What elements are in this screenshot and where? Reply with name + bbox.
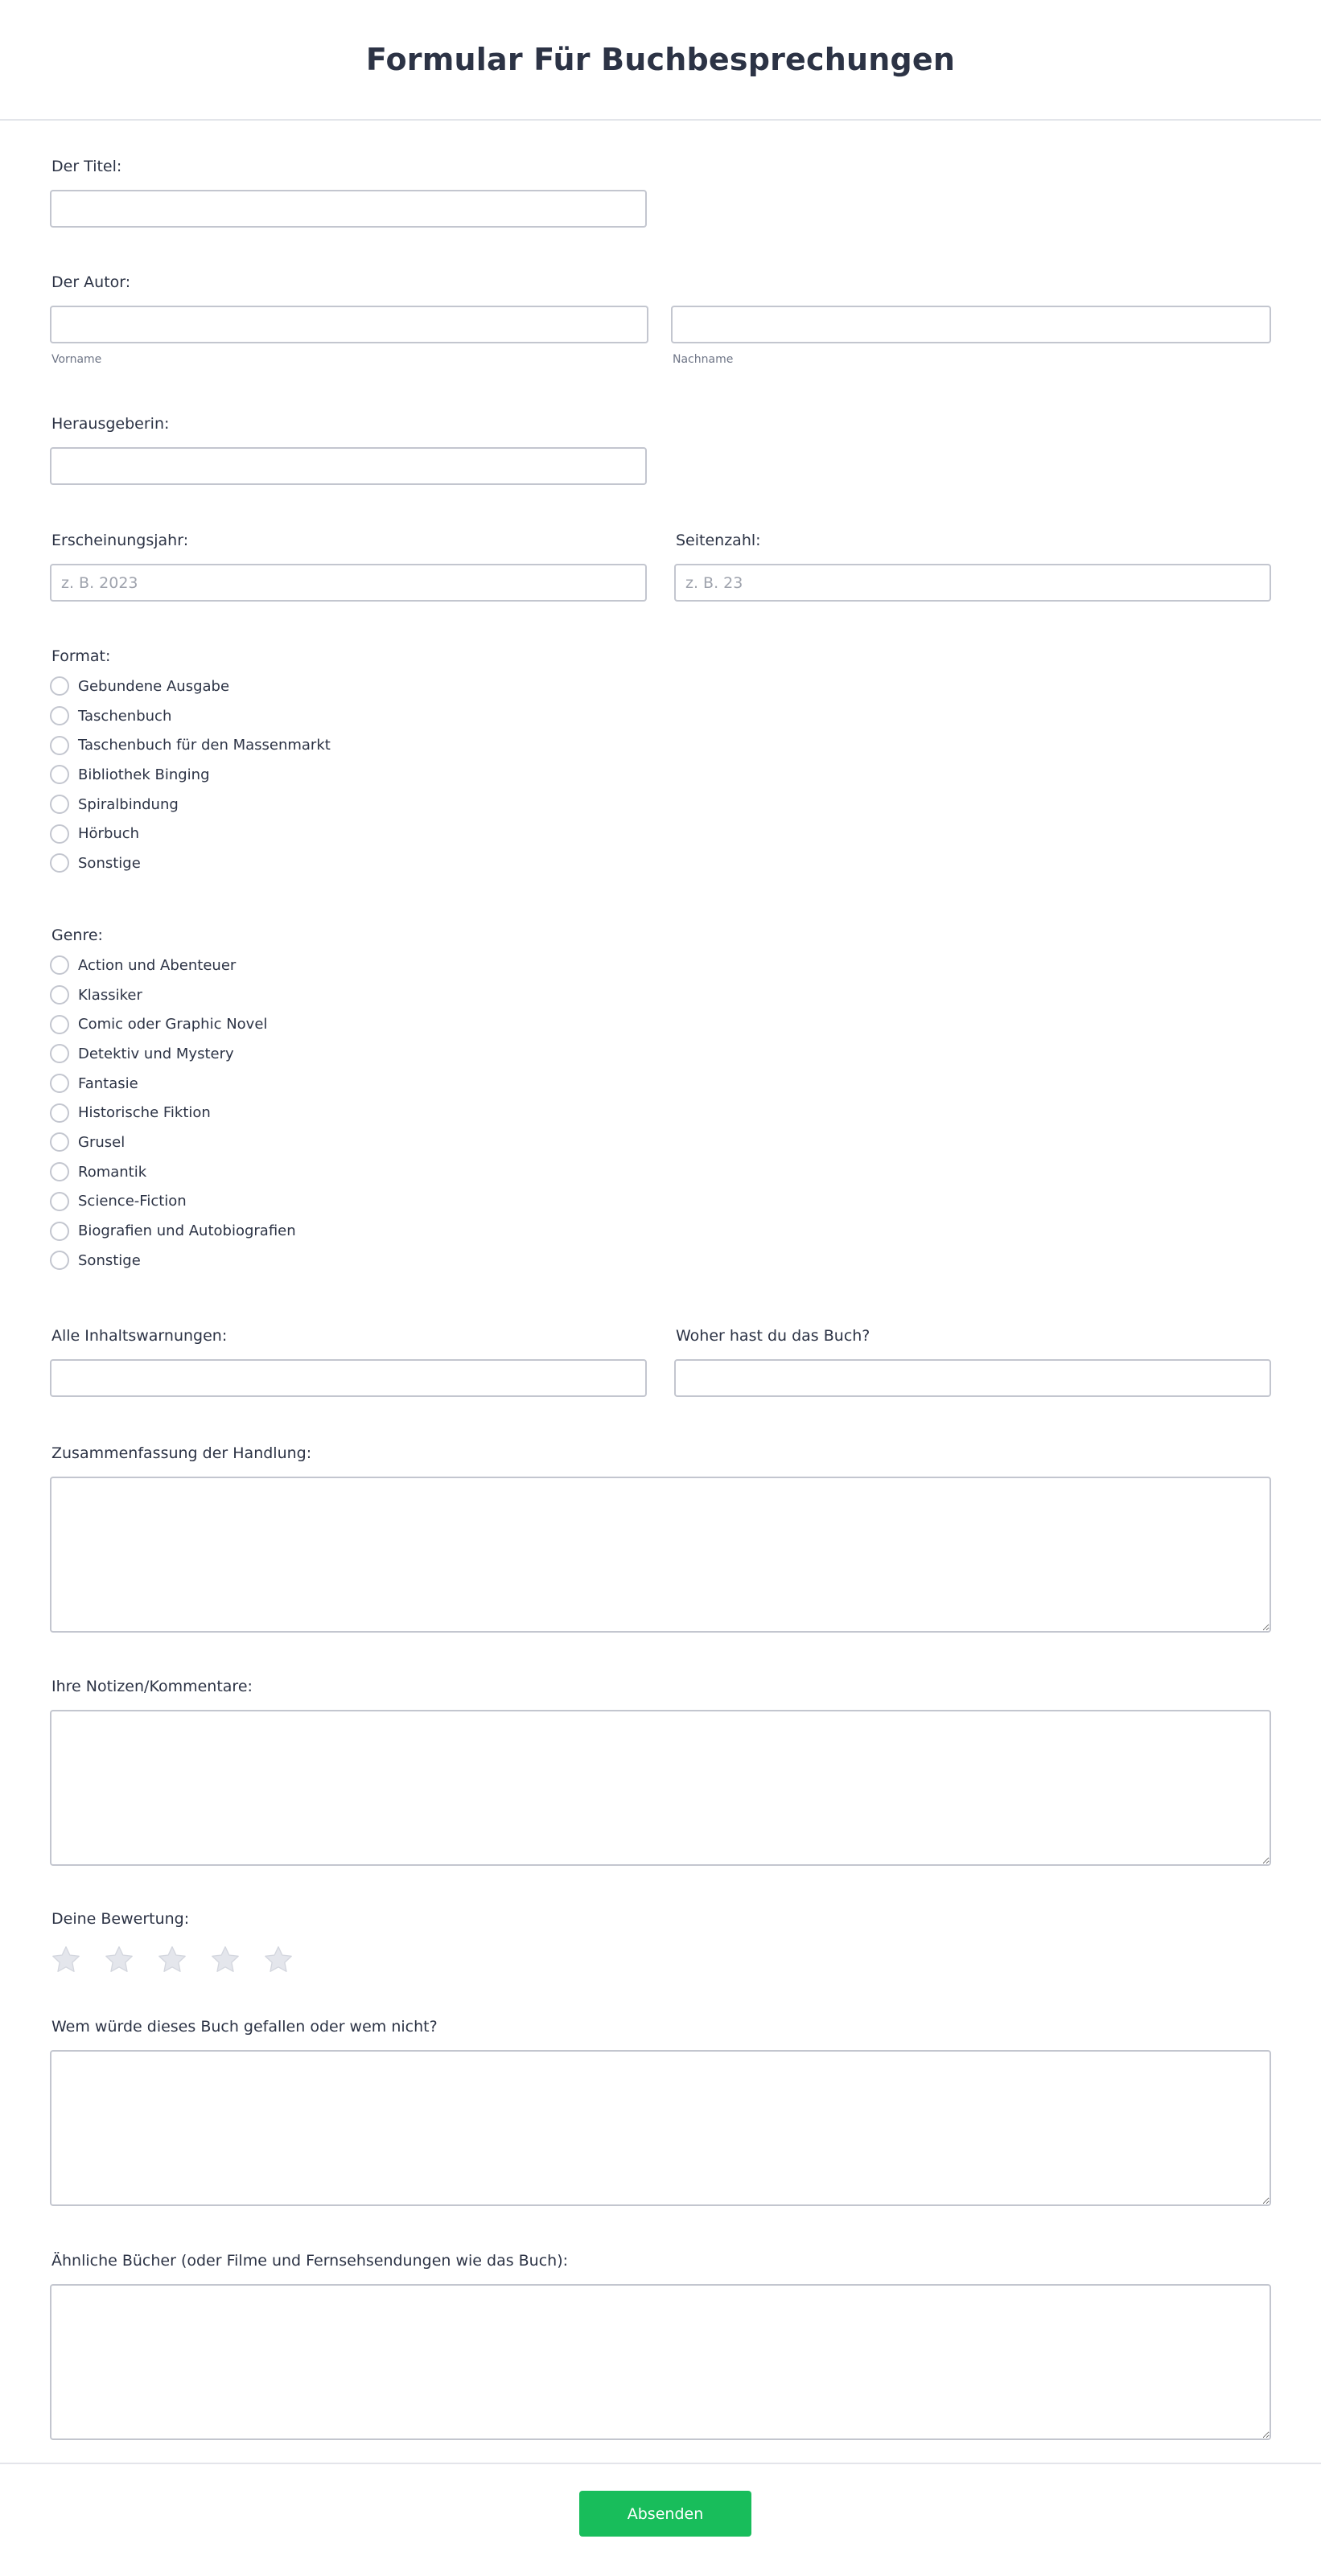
notes-group xyxy=(50,1678,1271,1866)
radio-button[interactable] xyxy=(50,1132,69,1152)
similar-books-textarea[interactable] xyxy=(50,2284,1271,2440)
publisher-field-group xyxy=(50,415,1271,485)
plot-summary-group xyxy=(50,1444,1271,1633)
format-option-label: Bibliothek Binging xyxy=(78,766,210,783)
publisher-label: Herausgeberin: xyxy=(51,415,170,433)
notes-label: Ihre Notizen/Kommentare: xyxy=(51,1678,253,1695)
format-option-label: Taschenbuch xyxy=(78,707,172,725)
format-label: Format: xyxy=(51,647,111,665)
genre-option-label: Action und Abenteuer xyxy=(78,956,237,974)
genre-option[interactable] xyxy=(50,1098,1271,1128)
rating-label: Deine Bewertung: xyxy=(51,1910,190,1928)
last-name-sublabel: Nachname xyxy=(673,353,734,366)
year-pages-row xyxy=(50,532,1271,602)
radio-button[interactable] xyxy=(50,985,69,1005)
format-option-label: Gebundene Ausgabe xyxy=(78,677,230,695)
submit-button[interactable]: Absenden xyxy=(579,2491,751,2537)
radio-button[interactable] xyxy=(50,1015,69,1034)
genre-option-label: Detektiv und Mystery xyxy=(78,1045,234,1062)
genre-option-label: Klassiker xyxy=(78,986,142,1004)
pages-label: Seitenzahl: xyxy=(676,532,761,549)
radio-button[interactable] xyxy=(50,1074,69,1093)
title-field-group xyxy=(50,158,1271,228)
format-option-label: Taschenbuch für den Massenmarkt xyxy=(78,737,331,754)
similar-books-label: Ähnliche Bücher (oder Filme und Fernsehsendungen wie das Buch): xyxy=(51,2252,569,2270)
genre-label: Genre: xyxy=(51,926,103,944)
audience-group xyxy=(50,2018,1271,2206)
author-label: Der Autor: xyxy=(51,273,131,291)
genre-option[interactable] xyxy=(50,1187,1271,1217)
star-icon[interactable] xyxy=(156,1944,188,1976)
format-option[interactable] xyxy=(50,760,1271,790)
genre-option-label: Science-Fiction xyxy=(78,1193,187,1210)
star-icon[interactable] xyxy=(262,1944,294,1976)
star-icon[interactable] xyxy=(50,1944,82,1976)
title-label: Der Titel: xyxy=(51,158,122,175)
format-option-label: Sonstige xyxy=(78,854,141,872)
genre-option[interactable] xyxy=(50,1157,1271,1187)
format-field-group xyxy=(50,647,1271,878)
publisher-input[interactable] xyxy=(50,447,647,485)
genre-option[interactable] xyxy=(50,980,1271,1010)
author-first-name-input[interactable] xyxy=(50,306,648,343)
radio-button[interactable] xyxy=(50,1103,69,1123)
genre-option[interactable] xyxy=(50,1039,1271,1069)
radio-button[interactable] xyxy=(50,824,69,844)
format-option[interactable] xyxy=(50,819,1271,848)
audience-label: Wem würde dieses Buch gefallen oder wem nicht? xyxy=(51,2018,438,2036)
format-option[interactable] xyxy=(50,848,1271,878)
author-last-name-input[interactable] xyxy=(671,306,1271,343)
radio-button[interactable] xyxy=(50,736,69,755)
year-input[interactable] xyxy=(50,564,647,602)
pages-input[interactable] xyxy=(674,564,1271,602)
genre-options xyxy=(50,951,1271,1276)
genre-option-label: Historische Fiktion xyxy=(78,1104,211,1122)
form-header xyxy=(0,0,1321,121)
genre-option-label: Grusel xyxy=(78,1133,126,1151)
genre-option[interactable] xyxy=(50,1009,1271,1039)
genre-option[interactable] xyxy=(50,1246,1271,1276)
book-title-input[interactable] xyxy=(50,190,647,228)
radio-button[interactable] xyxy=(50,765,69,784)
genre-option-label: Sonstige xyxy=(78,1251,141,1269)
first-name-sublabel: Vorname xyxy=(51,353,102,366)
year-label: Erscheinungsjahr: xyxy=(51,532,189,549)
radio-button[interactable] xyxy=(50,676,69,696)
genre-option-label: Comic oder Graphic Novel xyxy=(78,1016,268,1033)
radio-button[interactable] xyxy=(50,706,69,725)
radio-button[interactable] xyxy=(50,1044,69,1063)
warnings-source-row xyxy=(50,1327,1271,1397)
format-option[interactable] xyxy=(50,730,1271,760)
genre-field-group xyxy=(50,926,1271,1276)
format-option[interactable] xyxy=(50,672,1271,701)
rating-group xyxy=(50,1910,1271,1976)
form-title: Formular Für Buchbesprechungen xyxy=(365,42,956,77)
notes-textarea[interactable] xyxy=(50,1710,1271,1866)
format-options xyxy=(50,672,1271,878)
star-icon[interactable] xyxy=(209,1944,241,1976)
radio-button[interactable] xyxy=(50,955,69,975)
plot-summary-textarea[interactable] xyxy=(50,1477,1271,1633)
genre-option[interactable] xyxy=(50,1216,1271,1246)
radio-button[interactable] xyxy=(50,1251,69,1270)
similar-books-group xyxy=(50,2252,1271,2440)
genre-option[interactable] xyxy=(50,1128,1271,1157)
format-option-label: Hörbuch xyxy=(78,825,140,843)
radio-button[interactable] xyxy=(50,1162,69,1181)
source-label: Woher hast du das Buch? xyxy=(676,1327,870,1345)
radio-button[interactable] xyxy=(50,1192,69,1211)
radio-button[interactable] xyxy=(50,795,69,814)
format-option[interactable] xyxy=(50,790,1271,820)
genre-option[interactable] xyxy=(50,951,1271,980)
star-icon[interactable] xyxy=(103,1944,135,1976)
radio-button[interactable] xyxy=(50,1222,69,1241)
format-option[interactable] xyxy=(50,701,1271,731)
source-input[interactable] xyxy=(674,1359,1271,1397)
genre-option-label: Romantik xyxy=(78,1163,147,1181)
author-field-group xyxy=(50,273,1271,366)
radio-button[interactable] xyxy=(50,853,69,873)
audience-textarea[interactable] xyxy=(50,2050,1271,2206)
content-warnings-input[interactable] xyxy=(50,1359,647,1397)
plot-summary-label: Zusammenfassung der Handlung: xyxy=(51,1444,312,1462)
genre-option-label: Biografien und Autobiografien xyxy=(78,1222,296,1240)
content-warnings-label: Alle Inhaltswarnungen: xyxy=(51,1327,228,1345)
format-option-label: Spiralbindung xyxy=(78,795,179,813)
genre-option[interactable] xyxy=(50,1069,1271,1099)
genre-option-label: Fantasie xyxy=(78,1074,138,1092)
star-rating xyxy=(50,1944,1271,1976)
